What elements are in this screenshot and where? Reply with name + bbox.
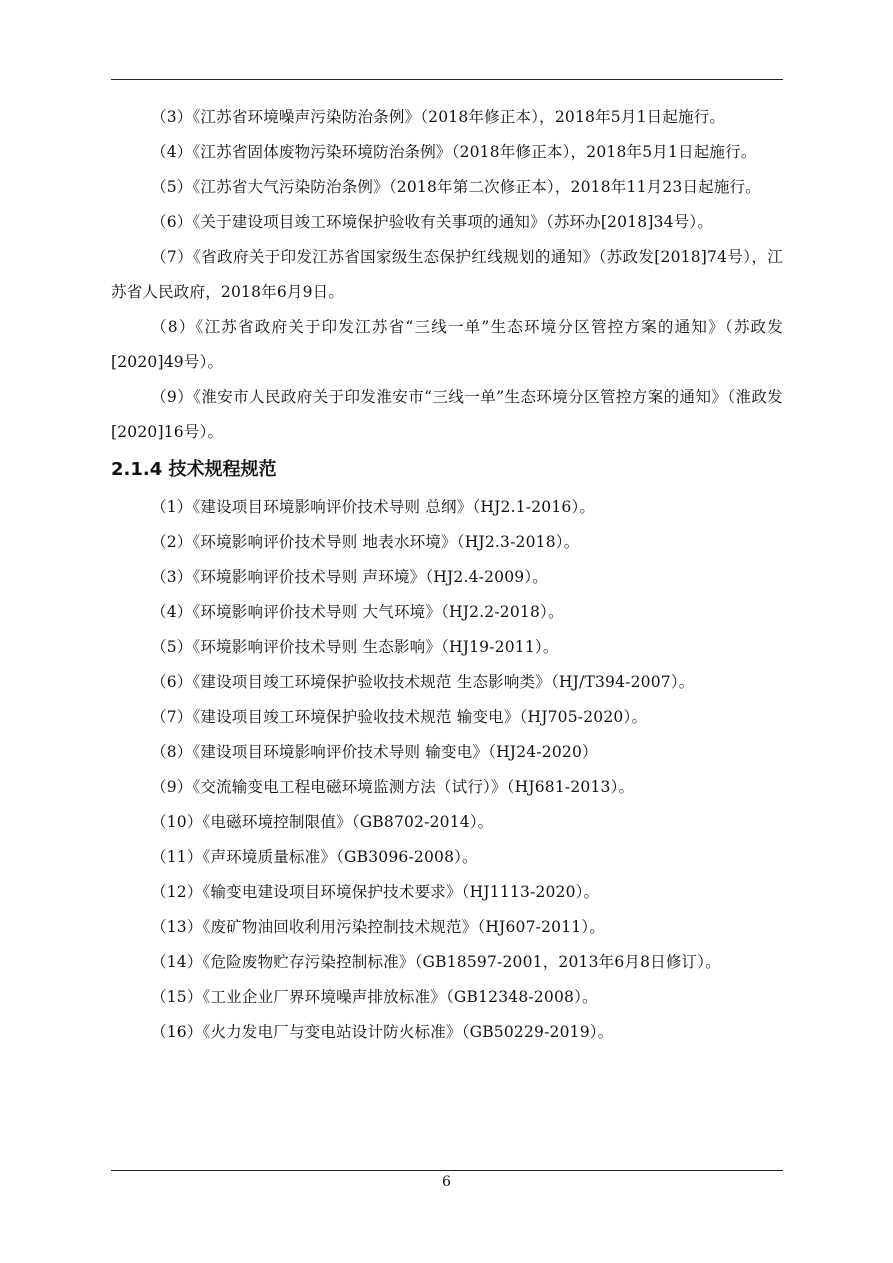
standard-item-4: （4）《环境影响评价技术导则 大气环境》（HJ2.2-2018）。 [151, 603, 564, 621]
standard-item-1: （1）《建设项目环境影响评价技术导则 总纲》（HJ2.1-2016）。 [151, 498, 596, 516]
regulation-item-3: （3）《江苏省环境噪声污染防治条例》（2018年修正本），2018年5月1日起施行。 [151, 108, 726, 126]
regulation-item-7: （7）《省政府关于印发江苏省国家级生态保护红线规划的通知》（苏政发[2018]74号），江苏省人民政府，2018年6月9日。 [111, 248, 783, 301]
standard-item-5: （5）《环境影响评价技术导则 生态影响》（HJ19-2011）。 [151, 638, 559, 656]
standard-item-16: （16）《火力发电厂与变电站设计防火标准》（GB50229-2019）。 [151, 1023, 614, 1041]
standard-item-13: （13）《废矿物油回收利用污染控制技术规范》（HJ607-2011）。 [151, 918, 605, 936]
regulation-item-9: （9）《淮安市人民政府关于印发淮安市“三线一单”生态环境分区管控方案的通知》（淮政发[2020]16号）。 [111, 388, 783, 441]
page-number: 6 [442, 1174, 451, 1190]
standard-item-9: （9）《交流输变电工程电磁环境监测方法（试行）》（HJ681-2013）。 [151, 778, 635, 796]
standard-item-6: （6）《建设项目竣工环境保护验收技术规范 生态影响类》（HJ/T394-2007）。 [151, 673, 695, 691]
standard-item-8: （8）《建设项目环境影响评价技术导则 输变电》（HJ24-2020） [151, 743, 598, 761]
standard-item-3: （3）《环境影响评价技术导则 声环境》（HJ2.4-2009）。 [151, 568, 549, 586]
regulation-item-5: （5）《江苏省大气污染防治条例》（2018年第二次修正本），2018年11月23日起施行。 [151, 178, 761, 196]
page-body [111, 100, 783, 1050]
standard-item-12: （12）《输变电建设项目环境保护技术要求》（HJ1113-2020）。 [151, 883, 600, 901]
section-heading: 2.1.4 技术规程规范 [111, 459, 277, 480]
footer-rule [111, 1170, 783, 1171]
regulation-item-4: （4）《江苏省固体废物污染环境防治条例》（2018年修正本），2018年5月1日起施行。 [151, 143, 757, 161]
standard-item-15: （15）《工业企业厂界环境噪声排放标准》（GB12348-2008）。 [151, 988, 598, 1006]
standard-item-14: （14）《危险废物贮存污染控制标准》（GB18597-2001，2013年6月8日修订）。 [151, 953, 721, 971]
regulation-item-8: （8）《江苏省政府关于印发江苏省“三线一单”生态环境分区管控方案的通知》（苏政发[2020]49号）。 [111, 318, 783, 371]
header-rule [111, 79, 783, 80]
regulation-item-6: （6）《关于建设项目竣工环境保护验收有关事项的通知》（苏环办[2018]34号）。 [151, 213, 714, 231]
standard-item-10: （10）《电磁环境控制限值》（GB8702-2014）。 [151, 813, 494, 831]
standard-item-11: （11）《声环境质量标准》（GB3096-2008）。 [151, 848, 478, 866]
standard-item-2: （2）《环境影响评价技术导则 地表水环境》（HJ2.3-2018）。 [151, 533, 580, 551]
standard-item-7: （7）《建设项目竣工环境保护验收技术规范 输变电》（HJ705-2020）。 [151, 708, 648, 726]
